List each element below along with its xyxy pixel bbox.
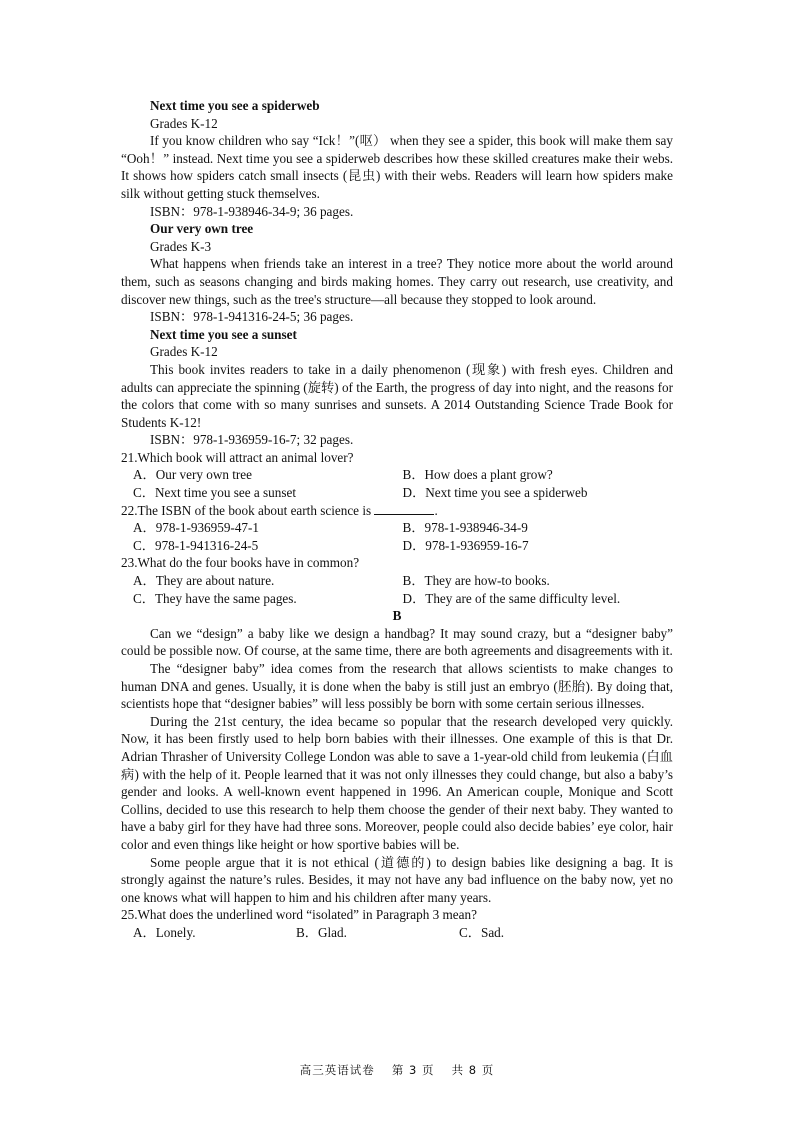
- page-footer: 高三英语试卷 第 3 页 共 8 页: [299, 1063, 495, 1077]
- question-22-stem: [121, 502, 673, 520]
- book-grades: Grades K-3: [150, 238, 212, 254]
- question-23-options-row: [121, 572, 673, 590]
- book-title: Next time you see a sunset: [150, 326, 297, 342]
- option-d: D．They are of the same difficulty level.: [402, 590, 621, 606]
- option-a: A．Lonely.: [133, 924, 196, 940]
- question-22-options-row: [121, 519, 673, 537]
- option-a: A．Our very own tree: [133, 467, 253, 483]
- question-21-options-row: [121, 484, 673, 502]
- question-22-text: 22.The ISBN of the book about earth science is: [121, 502, 372, 518]
- option-c: C．They have the same pages.: [133, 590, 297, 606]
- option-b: B．Glad.: [296, 924, 347, 940]
- question-21-stem: 21.Which book will attract an animal lover?: [121, 449, 354, 465]
- question-23-stem: 23.What do the four books have in common?: [121, 555, 360, 571]
- book-description: If you know children who say “Ick！”(呕） when they see a spider, this book will make them say “Ooh！” instead. Next time you see a spiderweb describes how these skilled creatures make their webs. It shows how spiders catch small insects (昆虫) with their webs. Readers will learn how spiders make silk without getting stuck themselves.: [121, 133, 673, 201]
- question-21-options-row: [121, 466, 673, 484]
- question-22-end: .: [434, 502, 438, 518]
- option-d: D．978-1-936959-16-7: [402, 537, 529, 553]
- book-isbn: ISBN：978-1-936959-16-7; 32 pages.: [150, 432, 354, 448]
- page-content: [121, 97, 673, 942]
- book-description: This book invites readers to take in a daily phenomenon (现象) with fresh eyes. Children and adults can appreciate the spinning (旋转) of the Earth, the progress of day into night, and the reasons for the colors that come with so many sunrises and sunsets. A 2014 Outstanding Science Trade Book for Students K-12!: [121, 361, 673, 430]
- option-c: C．Sad.: [459, 924, 505, 940]
- option-b: B．They are how-to books.: [402, 573, 550, 589]
- book-title: Next time you see a spiderweb: [150, 98, 320, 113]
- book-isbn: ISBN：978-1-938946-34-9; 36 pages.: [150, 203, 354, 219]
- book-isbn: ISBN：978-1-941316-24-5; 36 pages.: [150, 309, 354, 325]
- question-22-options-row: [121, 537, 673, 555]
- question-25-options-row: [121, 924, 673, 942]
- book-grades: Grades K-12: [150, 344, 218, 360]
- book-description: What happens when friends take an interest in a tree? They notice more about the world around them, such as seasons changing and birds making homes. They carry out research, use creativity, and discover new things, such as the tree's structure—all because they stopped to look around.: [121, 256, 673, 307]
- option-b: B．978-1-938946-34-9: [402, 520, 528, 536]
- question-25-stem: 25.What does the underlined word “isolated” in Paragraph 3 mean?: [121, 907, 477, 923]
- passage-paragraph-1: Can we “design” a baby like we design a handbag? It may sound crazy, but a “designer baby” could be possible now. Of course, at the same time, there are both agreements and disagreements with it.: [121, 625, 673, 659]
- book-title: Our very own tree: [150, 221, 254, 237]
- option-c: C．978-1-941316-24-5: [133, 537, 259, 553]
- option-c: C．Next time you see a sunset: [133, 485, 296, 501]
- option-a: A．978-1-936959-47-1: [133, 520, 259, 536]
- question-23-options-row: [121, 590, 673, 608]
- section-heading-b: B: [392, 608, 402, 624]
- option-b: B．How does a plant grow?: [402, 467, 553, 483]
- book-grades: Grades K-12: [150, 115, 218, 131]
- passage-paragraph-2: The “designer baby” idea comes from the research that allows scientists to make changes to human DNA and genes. Usually, it is done when the baby is still just an embryo (胚胎). By doing that, scientists hope that “designer babies” will less possibly be born with some certain serious illnesses.: [121, 661, 673, 712]
- option-d: D．Next time you see a spiderweb: [402, 485, 588, 501]
- answer-blank: [374, 502, 434, 515]
- passage-paragraph-3: During the 21st century, the idea became so popular that the research developed very quickly. Now, it has been firstly used to help born babies with their illnesses. One example of this is that Dr. Adrian Thrasher of University College London was able to save a 1-year-old child from leukemia (白血病) with the help of it. People learned that it was not only illnesses they could change, but also a baby’s gender and looks. A well-known event happened in 1996. An American couple, Monique and Scott Collins, decided to use this research to help them choose the gender of their next baby. They wanted to have a baby girl for they have had three sons. Moreover, people could also decide babies’ eye color, hair color and even things like height or how sportive babies will be.: [121, 713, 673, 852]
- option-a: A．They are about nature.: [133, 573, 275, 589]
- passage-paragraph-4: Some people argue that it is not ethical (道德的) to design babies like designing a bag. It is strongly against the nature’s rules. Besides, it may not have any bad influence on the baby now, yet no one knows what will happen to him and his children after many years.: [121, 854, 673, 905]
